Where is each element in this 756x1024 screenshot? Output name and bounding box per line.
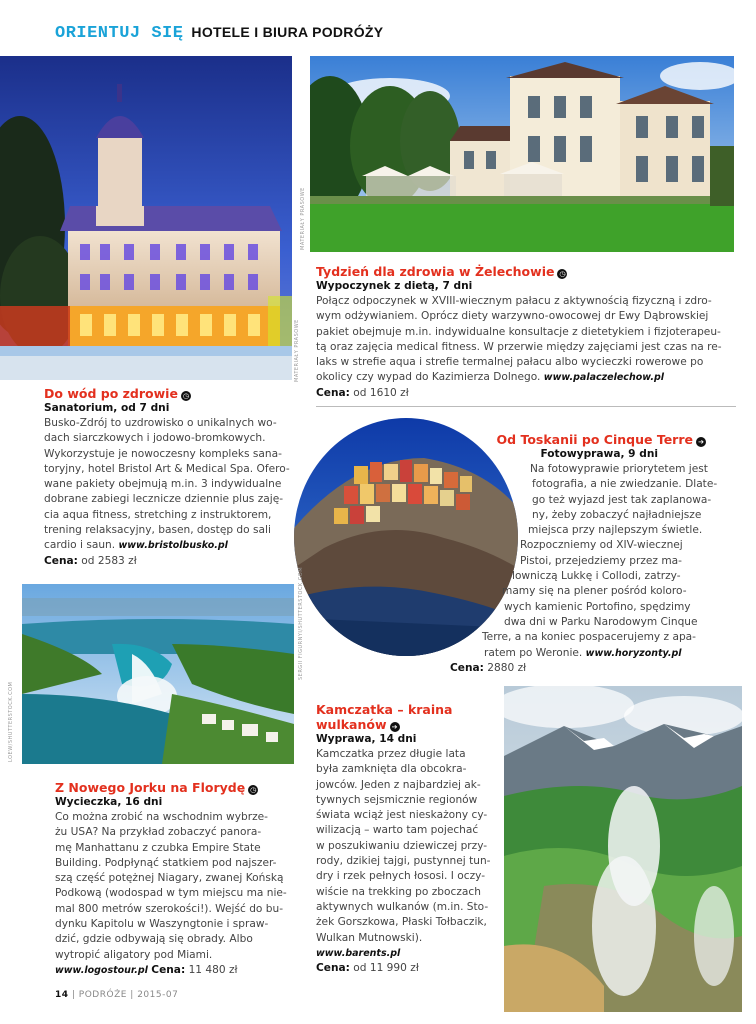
article-cinque-terre	[420, 432, 706, 462]
price: www.logostour.pl Cena: 11 480 zł	[55, 963, 238, 976]
price: Cena: od 1610 zł	[316, 386, 409, 399]
florida-link[interactable]: www.logostour.pl	[55, 964, 148, 976]
kamchatka-illustration	[504, 686, 742, 1012]
clock-icon: ◷	[250, 786, 257, 794]
niagara-falls-illustration	[22, 584, 294, 764]
cinque-link[interactable]: www.horyzonty.pl	[585, 647, 682, 659]
article-zelechow	[316, 264, 736, 401]
topic-title: HOTELE I BIURA PODRÓŻY	[191, 24, 384, 40]
article-body: Co można zrobić na wschodnim wybrze- żu USA? Na przykład zobaczyć panora- mę Manhattanu z czubka Empire State Building. Podpłynąć statkiem pod najszer- szą część potężnej Niagary, zwanej Końską Podkową (wodospad w tym miejscu ma nie- mal 800 metrów szerokości!). Wejść do bu- dynku Kapitolu w Waszyngtonie i spraw- dzić, gdzie odbywają się obrady. Albo wytropić aligatory pod Miami.	[55, 811, 287, 961]
price: Cena: od 11 990 zł	[316, 962, 419, 975]
article-subtitle: Wyprawa, 14 dni	[316, 733, 417, 745]
issue-number: 2015-07	[137, 990, 179, 1000]
busko-hotel-illustration	[0, 56, 292, 380]
article-subtitle: Fotowyprawa, 9 dni	[540, 448, 658, 460]
article-subtitle: Sanatorium, od 7 dni	[44, 402, 170, 414]
clock-icon: ◷	[182, 392, 189, 400]
niagara-photo-credit: LOEW/SHUTTERSTOCK.COM	[8, 681, 14, 762]
article-title: Do wód po zdrowie ◷	[44, 386, 189, 401]
article-title: Kamczatka – kraina wulkanów ➔	[316, 702, 453, 732]
cinque-photo-credit: SERGII FIGURNYI/SHUTTERSTOCK.COM	[298, 566, 304, 680]
article-title: Z Nowego Jorku na Florydę ◷	[55, 780, 257, 795]
price: Cena: od 2583 zł	[44, 554, 137, 567]
section-title: ORIENTUJ SIĘ	[55, 24, 184, 43]
article-title: Tydzień dla zdrowia w Żelechowie ◷	[316, 264, 566, 279]
kamczatka-link[interactable]: www.barents.pl	[316, 947, 401, 959]
busko-photo-credit: MATERIAŁY PRASOWE	[294, 319, 300, 382]
article-subtitle: Wycieczka, 16 dni	[55, 796, 163, 808]
magazine-name: PODRÓŻE	[78, 990, 127, 1000]
kamchatka-photo	[504, 686, 742, 1012]
arrow-right-circle-icon: ➔	[696, 437, 706, 447]
article-body: Kamczatka przez długie lata była zamknięta dla obcokra- jowców. Jeden z najbardziej ak- tywnych sejsmicznie regionów świata wciąż jest nieskażony cy- wilizacją – warto tam pojechać w poszukiwaniu dziewiczej przy- rody, dzikiej tajgi, pustynnej tun- dry i rzek pełnych łososi. I oczy- wiście na trekking po zboczach aktywnych wulkanów (m.in. Sto- żek Gorszkowa, Płaski Tołbaczik, Wulkan Mutnowski). www.barents.pl	[316, 748, 491, 959]
zelechow-palace-photo	[310, 56, 734, 252]
article-title: Od Toskanii po Cinque Terre ➔	[420, 432, 706, 447]
busko-hotel-photo	[0, 56, 292, 380]
arrow-right-circle-icon: ➔	[390, 722, 400, 732]
article-kamczatka	[316, 702, 506, 976]
article-body: Połącz odpoczynek w XVIII-wiecznym pałacu z aktywnością fizyczną i zdro- wym odżywianiem. Oprócz diety warzywno-owocowej dr Ewy Dąbrowskiej pakiet obejmuje m.in. indywidualne konsultacje z dietetykiem i fizjoterapeu- tą oraz zajęcia medical fitness. W przerwie między zajęciami jest czas na re- laks w strefie aqua i strefie termalnej pałacu albo wycieczki rowerowe po okolicy czy wypad do Kazimierza Dolnego. www.palaczelechow.pl	[316, 295, 722, 384]
article-florida	[55, 780, 295, 978]
article-body: Busko-Zdrój to uzdrowisko o unikalnych wo- dach siarczkowych i jodowo-bromkowych. Wykorzystuje je nowoczesny kompleks sana- toryjny, hotel Bristol Art & Medical Spa. Ofero- wane pakiety obejmują m.in. 3 indywidualne dobrane zabiegi lecznicze dziennie plus zaję- cia aqua fitness, stretching z instruktorem, trening relaksacyjny, basen, dostęp do sali cardio i saun. www.bristolbusko.pl	[44, 417, 290, 552]
clock-icon: ◷	[559, 270, 566, 278]
niagara-falls-photo	[22, 584, 294, 764]
page-number: 14	[55, 990, 69, 1000]
price: Cena: 2880 zł	[450, 661, 527, 674]
page-footer: 14 | PODRÓŻE | 2015-07	[55, 990, 179, 1000]
busko-link[interactable]: www.bristolbusko.pl	[118, 540, 228, 552]
article-body: Na fotowyprawie priorytetem jest fotografia, a nie zwiedzanie. Dlate- go też wyjazd jest tak zaplanowa- ny, żeby zobaczyć najładniejsze miejsca przy najlepszym świetle. Rozpoczniemy od XIV-wiecznej Pistoi, przejedziemy przez ma- lowniczą Lukkę i Collodi, zatrzy- mamy się na plener pośród koloro- wych kamienic Portofino, spędzimy dwa dni w Parku Narodowym Cinque Terre, a na koniec pospacerujemy z apa- ratem po Weronie. www.horyzonty.pl	[482, 463, 718, 659]
page-header	[55, 24, 383, 46]
article-cinque-body	[420, 462, 720, 676]
article-busko	[44, 386, 294, 569]
zelechow-palace-illustration	[310, 56, 734, 252]
palace-photo-credit: MATERIAŁY PRASOWE	[300, 187, 306, 250]
zelechow-link[interactable]: www.palaczelechow.pl	[543, 372, 665, 384]
divider	[316, 406, 736, 407]
article-subtitle: Wypoczynek z dietą, 7 dni	[316, 280, 473, 292]
